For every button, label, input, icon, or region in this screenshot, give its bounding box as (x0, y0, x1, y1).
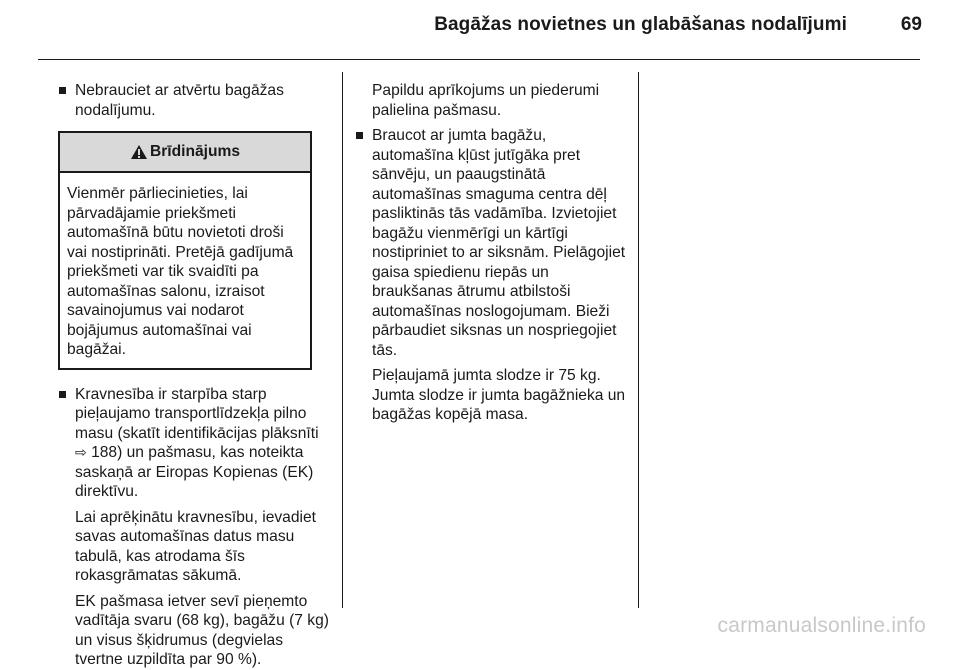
middle-column (355, 81, 627, 425)
paragraph: Lai aprēķinātu kravnesību, ievadiet savas automašīnas datus masu tabulā, kas atrodama šīs rokasgrāmatas sākumā. (75, 508, 316, 584)
list-item: Nebrauciet ar atvērtu bagāžas nodalījumu. (58, 81, 334, 120)
paragraph: Papildu aprīkojums un piederumi palielina pašmasu. (372, 82, 600, 119)
list-item: Braucot ar jumta bagāžu, automašīna kļūst jutīgāka pret sānvēju, un paaugstinātā automašīnas smaguma centra dēļ pasliktinās tās vadāmība. Izvietojiet bagāžu vienmērīgi un kārtīgi nostipriniet to ar siksnām. Pielāgojiet gaisa spiedienu riepās un braukšanas ātrumu atbilstoši automašīnas noslogojumam. Bieži pārbaudiet siksnas un nospriegojiet tās. (355, 126, 627, 360)
warning-header (60, 133, 310, 173)
list-item-text: Kravnesība ir starpība starp pieļaujamo transportlīdzekļa pilno masu (skatīt identifikācijas plāksnīti (75, 385, 319, 442)
header-divider (38, 59, 920, 60)
column-divider-left (342, 72, 343, 608)
page-title: Bagāžas novietnes un glabāšanas nodalījumi (434, 14, 847, 35)
list-item-text-continued: 188) un pašmasu, kas noteikta saskaņā ar Eiropas Kopienas (EK) direktīvu. (75, 444, 314, 500)
left-column (58, 81, 334, 670)
warning-title: Brīdinājums (149, 143, 241, 161)
paragraph: EK pašmasa ietver sevī pieņemto vadītāja svaru (68 kg), bagāžu (7 kg) un visus šķidrumus (degvielas tvertne uzpildīta par 90 %). (75, 592, 329, 668)
warning-text: Vienmēr pārliecinieties, lai pārvadājamie priekšmeti automašīnā būtu novietoti droši vai nostiprināti. Pretējā gadījumā priekšmeti var tik svaidīti pa automašīnas salonu, izraisot savainojumus vai nodarot bojājumus automašīnai vai bagāžai. (67, 185, 294, 358)
warning-triangle-icon (130, 144, 148, 160)
list-item (58, 385, 334, 502)
column-divider-right (638, 72, 639, 608)
warning-box (58, 131, 312, 370)
page-reference-arrow-icon: ⇨ (75, 444, 87, 460)
paragraph: Pieļaujamā jumta slodze ir 75 kg. Jumta slodze ir jumta bagāžnieka un bagāžas kopējā masa. (372, 367, 626, 423)
page-number: 69 (900, 14, 922, 35)
watermark: carmanualsonline.info (717, 614, 926, 637)
